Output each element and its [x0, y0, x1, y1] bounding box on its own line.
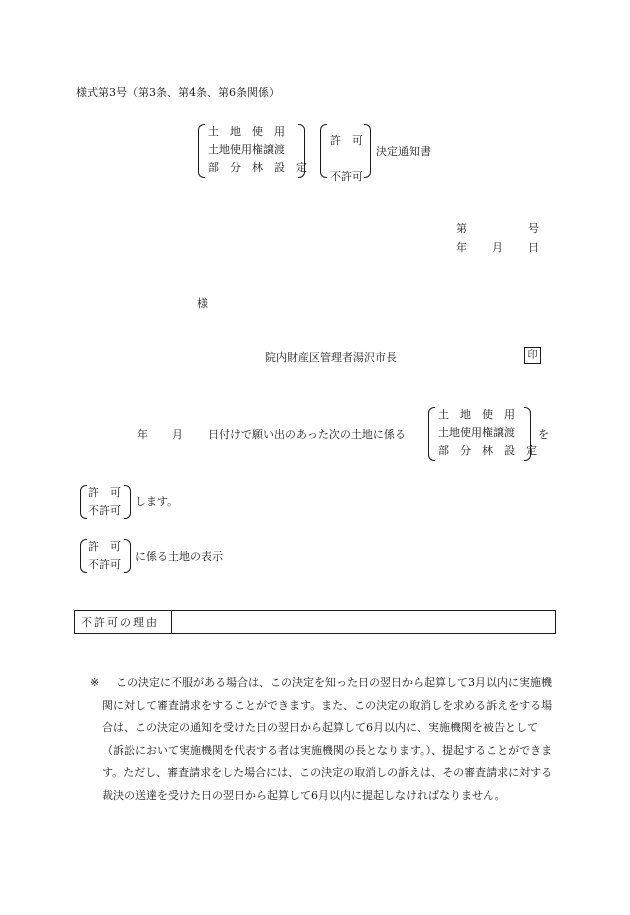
reason-field[interactable] — [172, 611, 556, 634]
date-day: 日 — [528, 241, 539, 254]
date-year: 年 — [456, 241, 467, 254]
addressee-suffix: 様 — [197, 297, 208, 310]
title-suffix: 決定通知書 — [376, 145, 431, 158]
reason-label: 不許可の理由 — [75, 611, 172, 634]
right-bracket — [124, 485, 131, 519]
land-option-list — [88, 538, 121, 574]
left-bracket — [428, 407, 435, 461]
body-type-item: 土 地 使 用 — [438, 408, 515, 421]
number-suffix: 号 — [528, 222, 539, 235]
body-type-list — [438, 406, 537, 460]
title-decision-item: 許 可 — [330, 134, 363, 147]
land-option: 許 可 — [88, 540, 121, 553]
title-type-item: 部 分 林 設 定 — [208, 161, 307, 174]
number-prefix: 第 — [456, 222, 467, 235]
title-decision-item: 不許可 — [330, 170, 363, 183]
decision-option: 不許可 — [88, 504, 121, 517]
left-bracket — [320, 124, 327, 178]
right-bracket — [124, 539, 131, 573]
land-option: 不許可 — [88, 558, 121, 571]
note-mark: ※ — [90, 676, 100, 689]
reason-table — [74, 610, 556, 634]
title-type-item: 土 地 使 用 — [208, 125, 285, 138]
title-decision-list — [330, 123, 363, 195]
left-bracket — [198, 124, 205, 178]
body-type-item: 部 分 林 設 定 — [438, 444, 537, 457]
body-text: 日付けで願い出のあった次の土地に係る — [208, 428, 406, 441]
body-year: 年 — [137, 428, 148, 441]
date-month: 月 — [492, 241, 503, 254]
table-row — [75, 611, 556, 634]
decision-option-list — [88, 484, 121, 520]
body-month: 月 — [172, 428, 183, 441]
body-type-item: 土地使用権譲渡 — [438, 426, 515, 439]
left-bracket — [80, 485, 87, 519]
seal-mark: 印 — [524, 347, 541, 364]
body-after: を — [538, 428, 549, 441]
note-text: この決定に不服がある場合は、この決定を知った日の翌日から起算して3月以内に実施機関に対して審査請求をすることができます。また、この決定の取消しを求める訴えをする場合は、この決定の通知を受けた日の翌日から起算して6月以内に、実施機関を被告として（訴訟において実施機関を代表する者は実施機関の長となります。）、提起することができます。ただし、審査請求をした場合には、この決定の取消しの訴えは、その審査請求に対する裁決の送達を受けた日の翌日から起算して6月以内に提起しなければなりません。 — [102, 676, 553, 802]
right-bracket — [364, 124, 371, 178]
decision-option: 許 可 — [88, 486, 121, 499]
issuer: 院内財産区管理者湯沢市長 — [265, 351, 397, 364]
land-text: に係る土地の表示 — [135, 550, 223, 563]
right-bracket — [524, 407, 531, 461]
form-header: 様式第3号（第3条、第4条、第6条関係） — [76, 86, 280, 99]
appeal-note — [84, 672, 554, 807]
title-type-list — [208, 123, 307, 177]
decision-text: します。 — [135, 495, 179, 508]
title-type-item: 土地使用権譲渡 — [208, 143, 285, 156]
left-bracket — [80, 539, 87, 573]
right-bracket — [298, 124, 305, 178]
